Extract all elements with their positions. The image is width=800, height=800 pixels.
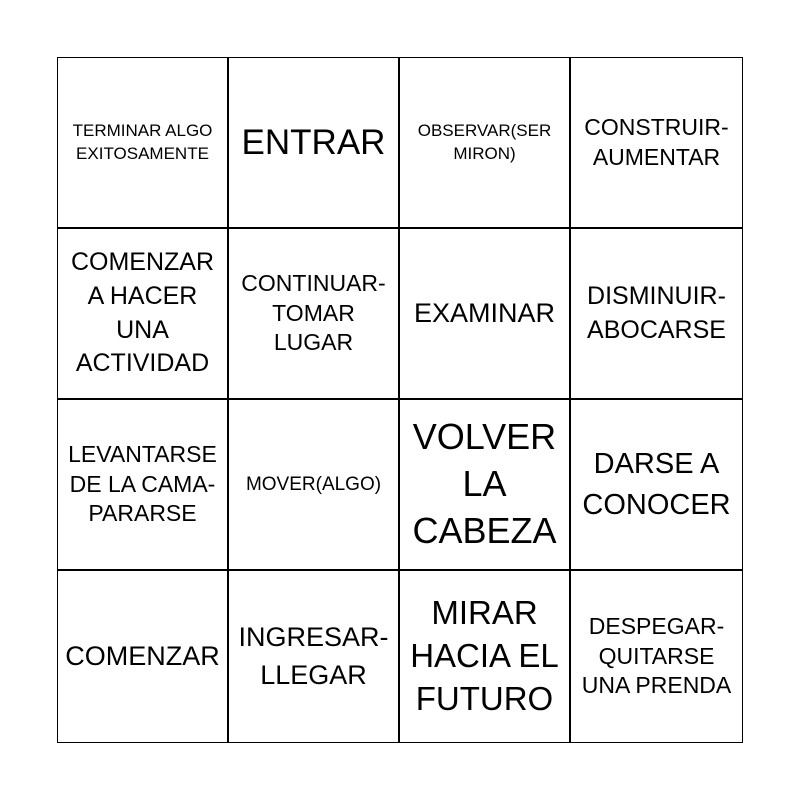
- cell-text: COMENZAR A HACER UNA ACTIVIDAD: [70, 248, 215, 378]
- cell-text: DISMINUIR- ABOCARSE: [587, 281, 726, 344]
- cell-text: DESPEGAR- QUITARSE UNA PRENDA: [581, 612, 732, 699]
- bingo-cell[interactable]: [571, 58, 742, 229]
- bingo-cell[interactable]: [58, 400, 229, 571]
- cell-text: COMENZAR: [65, 640, 220, 671]
- bingo-cell[interactable]: [571, 229, 742, 400]
- bingo-cell[interactable]: [58, 571, 229, 742]
- bingo-board: [57, 57, 743, 743]
- cell-text: INGRESAR- LLEGAR: [238, 622, 389, 690]
- cell-text: EXAMINAR: [413, 297, 556, 328]
- bingo-cell[interactable]: [229, 58, 400, 229]
- bingo-cell[interactable]: [400, 400, 571, 571]
- bingo-cell[interactable]: [58, 229, 229, 400]
- bingo-cell[interactable]: [400, 58, 571, 229]
- cell-text: CONSTRUIR- AUMENTAR: [584, 113, 729, 170]
- bingo-cell[interactable]: [229, 571, 400, 742]
- cell-text: ENTRAR: [241, 122, 386, 162]
- cell-text: MIRAR HACIA EL FUTURO: [410, 594, 559, 717]
- cell-text: OBSERVAR(SER MIRON): [417, 121, 552, 163]
- bingo-cell[interactable]: [58, 58, 229, 229]
- cell-text: VOLVER LA CABEZA: [412, 416, 557, 551]
- bingo-cell[interactable]: [400, 571, 571, 742]
- cell-text: MOVER(ALGO): [245, 473, 382, 495]
- cell-text: TERMINAR ALGO EXITOSAMENTE: [72, 121, 213, 163]
- cell-text: CONTINUAR- TOMAR LUGAR: [241, 269, 386, 356]
- bingo-cell[interactable]: [571, 571, 742, 742]
- bingo-cell[interactable]: [571, 400, 742, 571]
- cell-text: LEVANTARSE DE LA CAMA- PARARSE: [68, 440, 217, 527]
- bingo-cell[interactable]: [400, 229, 571, 400]
- bingo-cell[interactable]: [229, 400, 400, 571]
- bingo-cell[interactable]: [229, 229, 400, 400]
- cell-text: DARSE A CONOCER: [582, 448, 731, 521]
